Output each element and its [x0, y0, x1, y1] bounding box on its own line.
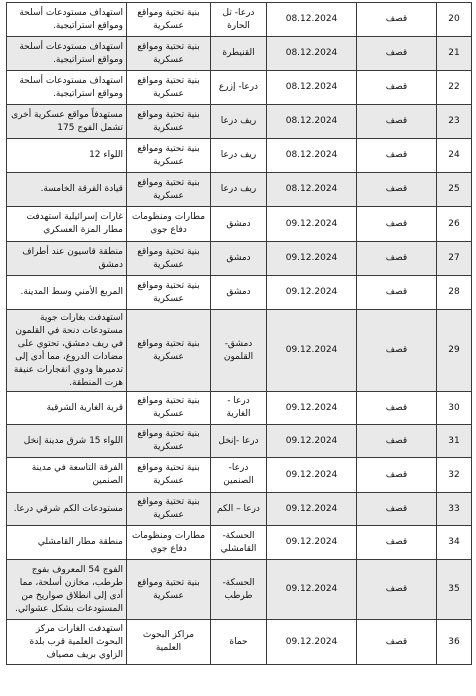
row-number-cell: 30 — [437, 392, 472, 425]
table-row — [7, 458, 472, 493]
row-number-cell: 23 — [437, 105, 472, 139]
target-type-cell: بنية تحتية ومواقع عسكرية — [127, 173, 211, 207]
date-cell: 08.12.2024 — [267, 173, 357, 207]
date-cell: 09.12.2024 — [267, 560, 357, 620]
target-type-cell: مطارات ومنظومات دفاع جوي — [127, 207, 211, 242]
row-number-cell: 34 — [437, 526, 472, 560]
date-cell: 08.12.2024 — [267, 3, 357, 37]
table-row — [7, 3, 472, 37]
location-cell: درعا- إزرع — [211, 71, 267, 105]
description-cell: استهداف مستودعات أسلحة ومواقع استراتيجية. — [7, 37, 127, 71]
table-row — [7, 207, 472, 242]
target-type-cell: بنية تحتية ومواقع عسكرية — [127, 3, 211, 37]
table-row — [7, 276, 472, 310]
description-cell: استهدفت الغارات مركز البحوث العلمية قرب بلدة الزاوي بريف مصياف — [7, 620, 127, 665]
date-cell: 09.12.2024 — [267, 276, 357, 310]
target-type-cell: بنية تحتية ومواقع عسكرية — [127, 139, 211, 173]
action-type-cell: قصف — [357, 105, 437, 139]
description-cell: استهدفت بغارات جوية مستودعات دنحة في القلمون في ريف دمشق، تحتوي على مضادات الدروع، مما أدى إلى تدميرها ودوي انفجارات عنيفة هزت المنطقة. — [7, 310, 127, 392]
location-cell: القنيطرة — [211, 37, 267, 71]
row-number-cell: 27 — [437, 242, 472, 276]
target-type-cell: بنية تحتية ومواقع عسكرية — [127, 560, 211, 620]
date-cell: 09.12.2024 — [267, 392, 357, 425]
row-number-cell: 36 — [437, 620, 472, 665]
row-number-cell: 33 — [437, 493, 472, 526]
location-cell: دمشق — [211, 242, 267, 276]
table-row — [7, 526, 472, 560]
action-type-cell: قصف — [357, 310, 437, 392]
action-type-cell: قصف — [357, 139, 437, 173]
description-cell: الفوج 54 المعروف بفوج طرطب، مخازن أسلحة، مما أدى إلى انطلاق صواريخ من المستودعات بشكل عشوائي. — [7, 560, 127, 620]
target-type-cell: مراكز البحوث العلمية — [127, 620, 211, 665]
target-type-cell: بنية تحتية ومواقع عسكرية — [127, 392, 211, 425]
strikes-table — [6, 2, 472, 665]
table-row — [7, 310, 472, 392]
action-type-cell: قصف — [357, 173, 437, 207]
location-cell: درعا- الصنمين — [211, 458, 267, 493]
table-row — [7, 139, 472, 173]
row-number-cell: 24 — [437, 139, 472, 173]
target-type-cell: بنية تحتية ومواقع عسكرية — [127, 37, 211, 71]
date-cell: 09.12.2024 — [267, 620, 357, 665]
description-cell: مستودعات الكم شرقي درعا. — [7, 493, 127, 526]
action-type-cell: قصف — [357, 425, 437, 458]
target-type-cell: مطارات ومنظومات دفاع جوي — [127, 526, 211, 560]
location-cell: حماة — [211, 620, 267, 665]
table-row — [7, 560, 472, 620]
row-number-cell: 22 — [437, 71, 472, 105]
date-cell: 09.12.2024 — [267, 310, 357, 392]
location-cell: درعا- تل الحارة — [211, 3, 267, 37]
location-cell: ريف درعا — [211, 173, 267, 207]
date-cell: 08.12.2024 — [267, 139, 357, 173]
location-cell: ريف درعا — [211, 139, 267, 173]
target-type-cell: بنية تحتية ومواقع عسكرية — [127, 458, 211, 493]
date-cell: 09.12.2024 — [267, 207, 357, 242]
description-cell: المربع الأمني وسط المدينة. — [7, 276, 127, 310]
location-cell: درعا -إنخل — [211, 425, 267, 458]
location-cell: ريف درعا — [211, 105, 267, 139]
description-cell: قيادة الفرقة الخامسة. — [7, 173, 127, 207]
table-row — [7, 37, 472, 71]
description-cell: منطقة قاسيون عند أطراف دمشق — [7, 242, 127, 276]
target-type-cell: بنية تحتية ومواقع عسكرية — [127, 493, 211, 526]
date-cell: 09.12.2024 — [267, 458, 357, 493]
description-cell: استهداف مستودعات أسلحة ومواقع استراتيجية. — [7, 3, 127, 37]
action-type-cell: قصف — [357, 493, 437, 526]
row-number-cell: 25 — [437, 173, 472, 207]
table-row — [7, 242, 472, 276]
target-type-cell: بنية تحتية ومواقع عسكرية — [127, 105, 211, 139]
row-number-cell: 26 — [437, 207, 472, 242]
date-cell: 08.12.2024 — [267, 105, 357, 139]
date-cell: 08.12.2024 — [267, 71, 357, 105]
target-type-cell: بنية تحتية ومواقع عسكرية — [127, 242, 211, 276]
date-cell: 09.12.2024 — [267, 242, 357, 276]
action-type-cell: قصف — [357, 458, 437, 493]
description-cell: اللواء 12 — [7, 139, 127, 173]
date-cell: 08.12.2024 — [267, 37, 357, 71]
location-cell: الحسكة- طرطب — [211, 560, 267, 620]
action-type-cell: قصف — [357, 620, 437, 665]
description-cell: استهداف مستودعات أسلحة ومواقع استراتيجية. — [7, 71, 127, 105]
description-cell: مستهدفاً مواقع عسكرية أخرى تشمل الفوج 175 — [7, 105, 127, 139]
table-row — [7, 71, 472, 105]
description-cell: منطقة مطار القامشلي — [7, 526, 127, 560]
action-type-cell: قصف — [357, 242, 437, 276]
description-cell: غارات إسرائيلية استهدفت مطار المزة العسكري — [7, 207, 127, 242]
target-type-cell: بنية تحتية ومواقع عسكرية — [127, 71, 211, 105]
action-type-cell: قصف — [357, 526, 437, 560]
action-type-cell: قصف — [357, 207, 437, 242]
table-row — [7, 392, 472, 425]
target-type-cell: بنية تحتية ومواقع عسكرية — [127, 310, 211, 392]
location-cell: درعا – الكم — [211, 493, 267, 526]
table-row — [7, 493, 472, 526]
table-row — [7, 173, 472, 207]
row-number-cell: 28 — [437, 276, 472, 310]
location-cell: دمشق — [211, 207, 267, 242]
date-cell: 09.12.2024 — [267, 493, 357, 526]
row-number-cell: 31 — [437, 425, 472, 458]
date-cell: 09.12.2024 — [267, 526, 357, 560]
action-type-cell: قصف — [357, 392, 437, 425]
target-type-cell: بنية تحتية ومواقع عسكرية — [127, 276, 211, 310]
action-type-cell: قصف — [357, 37, 437, 71]
row-number-cell: 20 — [437, 3, 472, 37]
row-number-cell: 21 — [437, 37, 472, 71]
location-cell: الحسكة- القامشلي — [211, 526, 267, 560]
row-number-cell: 29 — [437, 310, 472, 392]
action-type-cell: قصف — [357, 3, 437, 37]
description-cell: اللواء 15 شرق مدينة إنخل — [7, 425, 127, 458]
description-cell: قرية الغارية الشرقية — [7, 392, 127, 425]
target-type-cell: بنية تحتية ومواقع عسكرية — [127, 425, 211, 458]
table-row — [7, 620, 472, 665]
row-number-cell: 32 — [437, 458, 472, 493]
action-type-cell: قصف — [357, 560, 437, 620]
description-cell: الفرقة التاسعة في مدينة الصنمين — [7, 458, 127, 493]
action-type-cell: قصف — [357, 71, 437, 105]
location-cell: دمشق — [211, 276, 267, 310]
row-number-cell: 35 — [437, 560, 472, 620]
table-row — [7, 105, 472, 139]
location-cell: دمشق- القلمون — [211, 310, 267, 392]
table-row — [7, 425, 472, 458]
location-cell: درعا - الغارية — [211, 392, 267, 425]
action-type-cell: قصف — [357, 276, 437, 310]
date-cell: 09.12.2024 — [267, 425, 357, 458]
